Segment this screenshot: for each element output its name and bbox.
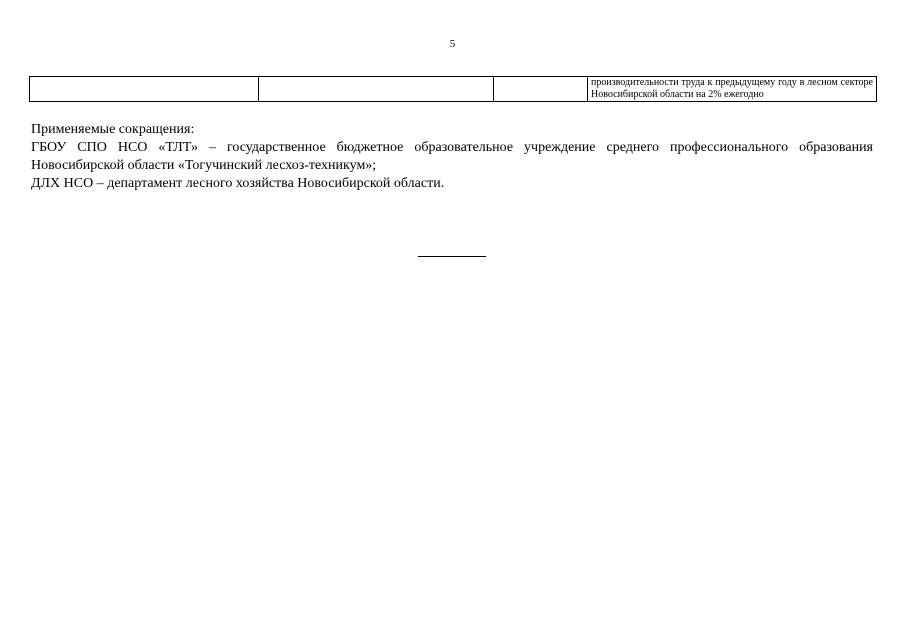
abbreviations-section xyxy=(31,121,873,193)
data-table xyxy=(29,76,877,102)
end-of-document-rule xyxy=(418,256,486,257)
abbreviation-item: ГБОУ СПО НСО «ТЛТ» – государственное бюджетное образовательное учреждение среднего профессионального образования Новосибирской области «Тогучинский лесхоз-техникум»; xyxy=(31,140,873,173)
table-cell xyxy=(30,77,259,102)
abbreviations-heading: Применяемые сокращения: xyxy=(31,122,195,137)
table-cell xyxy=(259,77,494,102)
table-cell-text: производительности труда к предыдущему году в лесном секторе Новосибирской области на 2% ежегодно xyxy=(588,77,877,102)
table-row xyxy=(30,77,877,102)
abbreviation-item: ДЛХ НСО – департамент лесного хозяйства Новосибирской области. xyxy=(31,176,445,191)
page-number: 5 xyxy=(449,38,456,50)
table-cell xyxy=(494,77,588,102)
